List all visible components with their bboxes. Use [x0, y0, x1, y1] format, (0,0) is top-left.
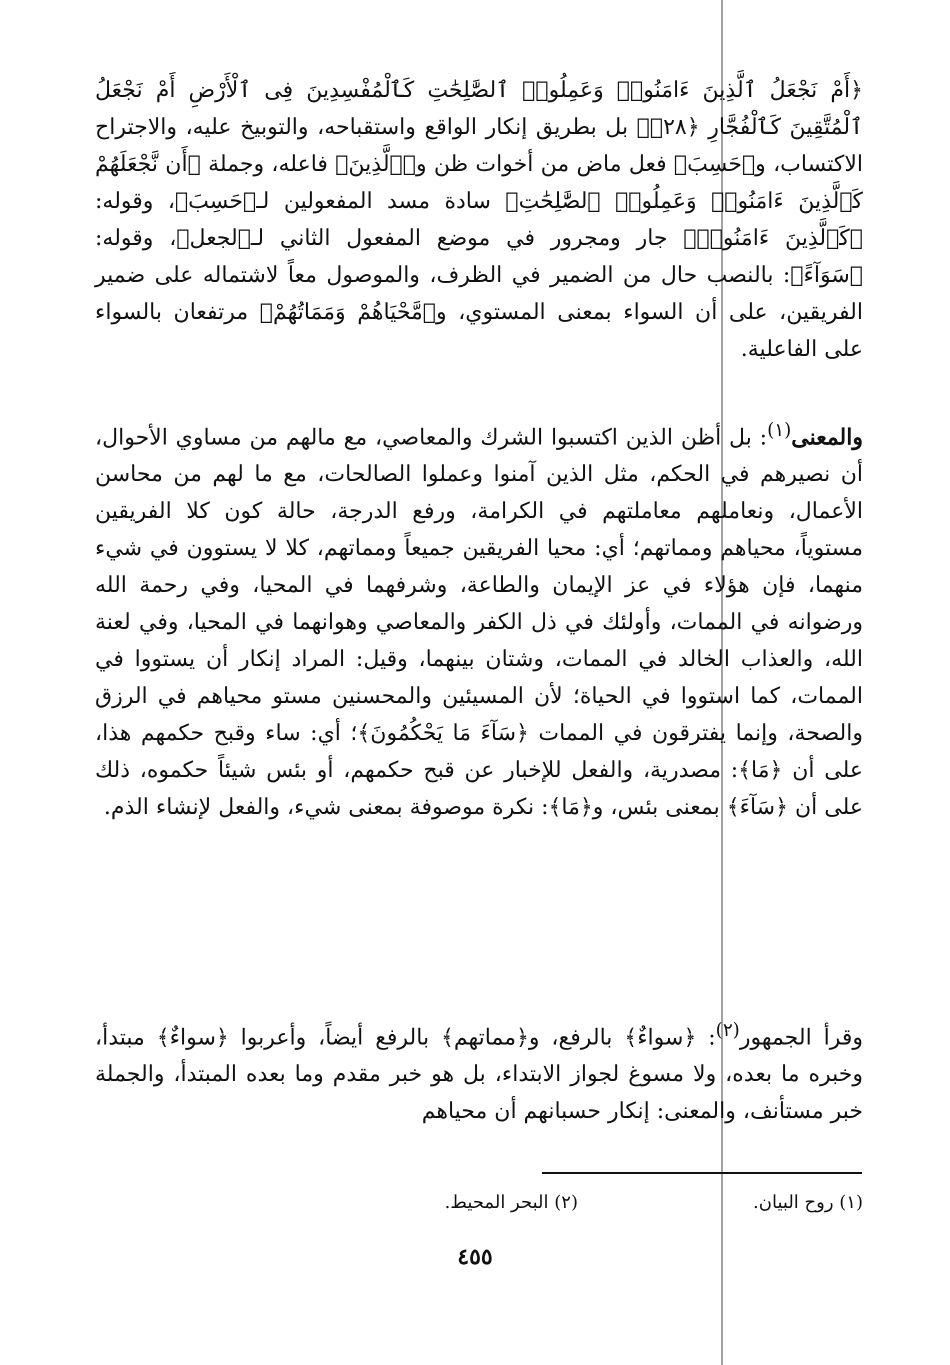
paragraph-text: ﴿أَمْ نَجْعَلُ ٱلَّذِينَ ءَامَنُوا۟ وَعَمِلُوا۟ ٱلصَّٰلِحَٰتِ كَٱلْمُفْسِدِينَ فِى ٱلْأَرْضِ أَمْ نَجْعَلُ ٱلْمُتَّقِينَ كَٱلْفُجَّارِ ﴿٢٨﴾﴾ بل بطريق إنكار الواقع واستقباحه، والتوبيخ عليه، والاجتراح الاكتساب، و﴿حَسِبَ﴾ فعل ماض من أخوات ظن و﴿ٱلَّذِينَ﴾ فاعله، وجملة ﴿أَن نَّجْعَلَهُمْ كَٱلَّذِينَ ءَامَنُوا۟ وَعَمِلُوا۟ ٱلصَّٰلِحَٰتِ﴾ سادة مسد المفعولين لـ﴿حَسِبَ﴾، وقوله: ﴿كَٱلَّذِينَ ءَامَنُوا۟﴾ جار ومجرور في موضع المفعول الثاني لـ﴿لجعل﴾، وقوله: ﴿سَوَآءً﴾: بالنصب حال من الضمير في الظرف، والموصول معاً لاشتماله على ضمير الفريقين، على أن السواء بمعنى المستوي، و﴿مَّحْيَاهُمْ وَمَمَاتُهُمْ﴾ مرتفعان بالسواء على الفاعلية. [95, 78, 863, 362]
footnote-text: روح البيان. [753, 1192, 834, 1213]
footnote-number: (١) [839, 1192, 863, 1213]
footnote-ref: (١) [767, 420, 792, 441]
footnote-divider [542, 1172, 862, 1174]
footnote-number: (٢) [554, 1192, 578, 1213]
footnote-1 [753, 1192, 863, 1213]
paragraph-verse-commentary [95, 72, 863, 368]
paragraph-lead: والمعنى [791, 424, 863, 451]
footnote-2 [445, 1192, 578, 1213]
paragraph-readings [95, 1012, 863, 1130]
page-number: ٤٥٥ [457, 1244, 493, 1270]
footnote-ref: (٢) [715, 1020, 740, 1041]
footnote-text: البحر المحيط. [444, 1192, 549, 1213]
footnotes [95, 1192, 863, 1222]
paragraph-text: : ﴿سواءٌ﴾ بالرفع، و﴿مماتهم﴾ بالرفع أيضاً، وأعربوا ﴿سواءٌ﴾ مبتدأ، وخبره ما بعده، ولا مسوغ لجواز الابتداء، بل هو خبر مقدم وما بعده المبتدأ، والجملة خبر مستأنف، والمعنى: إنكار حسبانهم أن محياهم [95, 1025, 863, 1125]
paragraph-lead: وقرأ الجمهور [739, 1025, 863, 1051]
paragraph-meaning [95, 412, 863, 826]
paragraph-text: : بل أظن الذين اكتسبوا الشرك والمعاصي، مع مالهم من مساوي الأحوال، أن نصيرهم في الحكم، مثل الذين آمنوا وعملوا الصالحات، مع ما لهم من محاسن الأعمال، ونعاملهم معاملتهم في الكرامة، ورفع الدرجة، حالة كون كلا الفريقين مستوياً، محياهم ومماتهم؛ أي: محيا الفريقين جميعاً ومماتهم، كلا لا يستوون في شيء منهما، فإن هؤلاء في عز الإيمان والطاعة، وشرفهما في المحيا، وفي رحمة الله ورضوانه في الممات، وأولئك في ذل الكفر والمعاصي وهوانهما في المحيا، وفي لعنة الله، والعذاب الخالد في الممات، وشتان بينهما، وقيل: المراد إنكار أن يستووا في الممات، كما استووا في الحياة؛ لأن المسيئين والمحسنين مستو محياهم في الرزق والصحة، وإنما يفترقون في الممات ﴿سَآءَ مَا يَحْكُمُونَ﴾؛ أي: ساء وقبح حكمهم هذا، على أن ﴿مَا﴾: مصدرية، والفعل للإخبار عن قبح حكمهم، أو بئس شيئاً حكموه، ذلك على أن ﴿سَآءَ﴾ بمعنى بئس، و﴿مَا﴾: نكرة موصوفة بمعنى شيء، والفعل لإنشاء الذم. [95, 425, 863, 821]
